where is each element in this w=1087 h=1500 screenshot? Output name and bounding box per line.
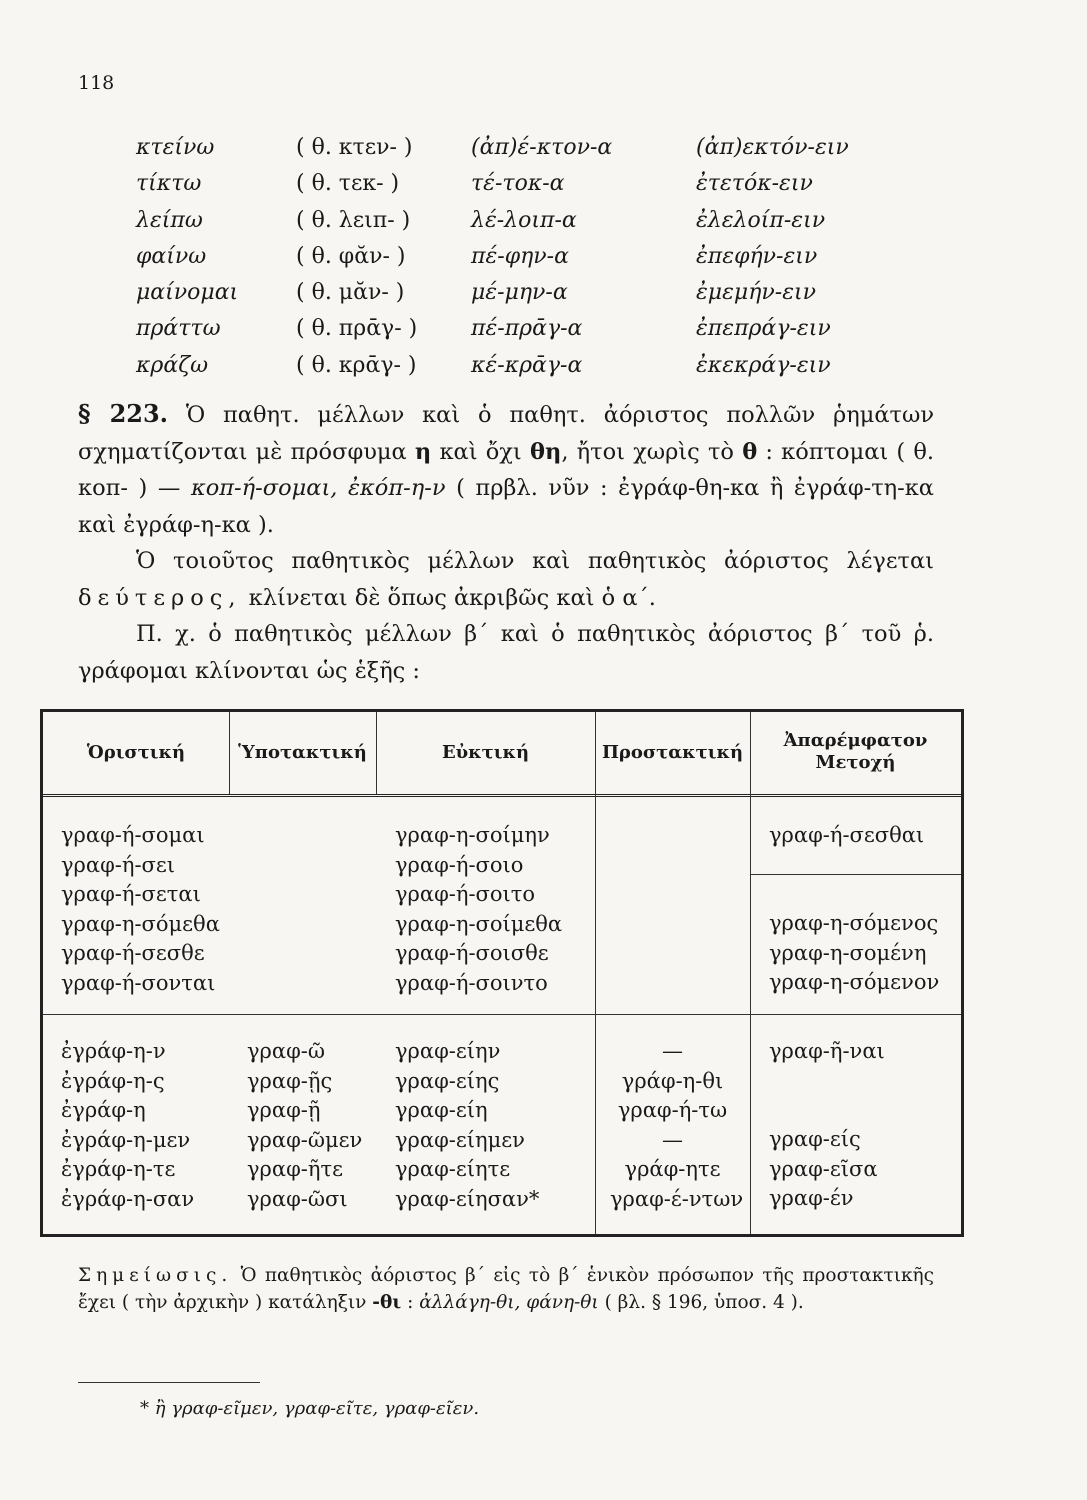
- table-cell: γραφ-η-σόμενον: [769, 970, 940, 994]
- verb-stem: ( θ. πρᾱγ- ): [296, 316, 418, 342]
- section-text: η: [414, 438, 432, 465]
- table-cell: γραφ-ῇ: [247, 1098, 321, 1122]
- table-cell: ἐγράφ-η-τε: [61, 1157, 176, 1181]
- table-cell: γραφ-η-σοίμην: [395, 823, 550, 847]
- verb-pluperfect: ἐκεκράγ-ειν: [696, 352, 831, 378]
- verb-stem: ( θ. λειπ- ): [296, 207, 411, 233]
- aorist-subjunctive: [247, 1037, 362, 1214]
- section-text: θ: [742, 438, 758, 465]
- table-cell: γραφ-ῇς: [247, 1068, 333, 1093]
- aorist-imperative: [610, 1037, 744, 1214]
- verb-form: πράττω: [136, 316, 221, 342]
- table-cell: γραφ-ή-σονται: [61, 970, 216, 995]
- header-infinitive: Ἀπαρέμφατον: [783, 730, 928, 751]
- section-text: ( πρβλ. νῦν : ἐγράφ-θη-κα ἢ ἐγράφ-τη-κα καὶ ἐγράφ-η-κα ).: [78, 475, 934, 538]
- table-cell: γραφ-η-σόμενος: [769, 911, 939, 935]
- future-optative: [395, 821, 562, 998]
- page-number: 118: [78, 72, 115, 94]
- table-cell: γραφ-η-σομένη: [769, 940, 927, 965]
- table-cell: γραφ-είην: [395, 1039, 501, 1063]
- table-cell: ἐγράφ-η-ς: [61, 1068, 165, 1093]
- verb-form: κτείνω: [136, 135, 215, 160]
- note-examples: ἀλλάγη-θι, φάνη-θι: [419, 1292, 599, 1313]
- note-text: Ὁ παθητικὸς ἀόριστος β΄ εἰς τὸ β΄ ἑνικὸν πρόσωπον τῆς προστακτικῆς ἔχει ( τὴν ἀρχικὴν ) κατάληξιν: [78, 1265, 934, 1313]
- section-text: κοπ-ή-σομαι, ἐκόπ-η-ν: [190, 475, 446, 501]
- aorist-infinitive: γραφ-ῆ-ναι: [769, 1039, 885, 1063]
- verb-stem: ( θ. φᾰν- ): [296, 243, 406, 269]
- section-text: καὶ ὄχι: [439, 438, 522, 465]
- verb-pluperfect: ἐμεμήν-ειν: [696, 280, 817, 306]
- aorist-indicative: [61, 1037, 194, 1214]
- table-cell: γραφ-είησαν*: [395, 1186, 540, 1211]
- table-cell: γραφ-ή-σοιτο: [395, 882, 536, 906]
- table-cell: ἐγράφ-η-σαν: [61, 1186, 195, 1211]
- verb-pluperfect: ἐτετόκ-ειν: [696, 171, 813, 197]
- section-text: θη: [529, 438, 562, 465]
- section-text: Ὁ τοιοῦτος παθητικὸς μέλλων καὶ παθητικὸς ἀόριστος λέγεται: [136, 548, 934, 574]
- table-cell: —: [662, 1039, 683, 1063]
- header-participle: Μετοχή: [815, 752, 896, 773]
- footnote-rule: [78, 1382, 260, 1383]
- table-cell: γραφ-ή-τω: [617, 1098, 728, 1122]
- table-cell: γραφ-η-σοίμεθα: [395, 911, 563, 936]
- future-infinitive: γραφ-ή-σεσθαι: [769, 823, 925, 847]
- note-ending: -θι: [372, 1292, 402, 1313]
- verb-stem: ( θ. κτεν- ): [296, 135, 413, 160]
- note-label: Σημείωσις.: [78, 1265, 233, 1286]
- table-cell: γραφ-ή-σομαι: [61, 823, 205, 847]
- verb-perfect: (ἀπ)έ-κτον-α: [471, 135, 613, 160]
- table-cell: ἐγράφ-η: [61, 1098, 146, 1122]
- verb-pluperfect: ἐπεπράγ-ειν: [696, 316, 831, 342]
- verb-form: τίκτω: [136, 171, 202, 197]
- verb-perfect: πέ-πρᾱγ-α: [471, 316, 583, 342]
- table-cell: γραφ-ῶμεν: [247, 1127, 363, 1152]
- verb-form: λείπω: [136, 207, 203, 233]
- footnote: * ἢ γραφ-εῖμεν, γραφ-εῖτε, γραφ-εῖεν.: [140, 1398, 480, 1419]
- table-cell: ἐγράφ-η-μεν: [61, 1127, 191, 1152]
- aorist-participles: [769, 1125, 878, 1214]
- verb-form: μαίνομαι: [136, 280, 239, 306]
- table-cell: γραφ-είης: [395, 1068, 500, 1093]
- table-cell: γραφ-είς: [769, 1127, 861, 1151]
- table-cell: γραφ-η-σόμεθα: [61, 911, 220, 936]
- verb-perfect: μέ-μην-α: [471, 280, 568, 306]
- table-cell: —: [662, 1127, 683, 1152]
- table-cell: γραφ-είη: [395, 1098, 488, 1122]
- table-cell: γραφ-ῶσι: [247, 1186, 348, 1211]
- verb-pluperfect: ἐπεφήν-ειν: [696, 243, 818, 269]
- verb-form: κράζω: [136, 352, 209, 378]
- verb-perfect: πέ-φην-α: [471, 243, 569, 269]
- table-cell: γραφ-ῆτε: [247, 1157, 343, 1181]
- table-cell: γράφ-η-θι: [621, 1068, 724, 1093]
- header-indicative: Ὁριστική: [86, 742, 186, 763]
- verb-stem: ( θ. κρᾱγ- ): [296, 352, 417, 378]
- table-cell: γραφ-ή-σει: [61, 852, 176, 877]
- future-participles: [769, 909, 939, 998]
- verb-pluperfect: (ἀπ)εκτόν-ειν: [696, 135, 849, 160]
- section-text: , ἤτοι χωρὶς τὸ: [561, 438, 734, 465]
- header-infinitive-participle: [750, 730, 961, 774]
- table-cell: γραφ-έν: [769, 1186, 854, 1210]
- section-text: Ὁ παθητ. μέλλων καὶ ὁ παθητ. ἀόριστος πολλῶν ῥημάτων σχηματίζονται μὲ πρόσφυμα: [78, 402, 935, 465]
- note: [78, 1262, 934, 1316]
- table-cell: ἐγράφ-η-ν: [61, 1039, 166, 1063]
- verb-stem: ( θ. μᾰν- ): [296, 280, 405, 306]
- table-cell: γραφ-ή-σεται: [61, 882, 201, 906]
- section-text: Π. χ. ὁ παθητικὸς μέλλων β΄ καὶ ὁ παθητικὸς ἀόριστος β΄ τοῦ ῥ. γράφομαι κλίνονται ὡς ἑξῆς :: [78, 621, 934, 684]
- table-cell: γραφ-έ-ντων: [610, 1186, 744, 1211]
- table-cell: γράφ-ητε: [624, 1157, 721, 1181]
- table-cell: γραφ-είητε: [395, 1157, 511, 1181]
- verb-perfect: κέ-κρᾱγ-α: [471, 352, 583, 378]
- header-imperative: Προστακτική: [601, 742, 744, 763]
- table-cell: γραφ-ή-σοιντο: [395, 970, 548, 995]
- verb-stem: ( θ. τεκ- ): [296, 171, 400, 197]
- verb-perfect: τέ-τοκ-α: [471, 171, 565, 197]
- section-223: [78, 396, 934, 689]
- verb-form: φαίνω: [136, 243, 207, 269]
- future-indicative: [61, 821, 220, 998]
- table-cell: γραφ-είημεν: [395, 1127, 525, 1152]
- table-cell: γραφ-ῶ: [247, 1039, 326, 1063]
- header-optative: Εὐκτική: [441, 742, 530, 763]
- note-text: :: [407, 1292, 414, 1313]
- verb-perfect: λέ-λοιπ-α: [471, 207, 577, 233]
- table-cell: γραφ-ή-σοιο: [395, 852, 524, 877]
- header-subjunctive: Ὑποτακτική: [238, 742, 367, 763]
- verb-pluperfect: ἐλελοίπ-ειν: [696, 207, 826, 233]
- table-cell: γραφ-ή-σοισθε: [395, 941, 549, 965]
- aorist-optative: [395, 1037, 539, 1214]
- table-cell: γραφ-εῖσα: [769, 1156, 878, 1181]
- conjugation-table: [40, 709, 964, 1237]
- term-deuteros: δεύτερος,: [78, 584, 242, 611]
- section-text: : κόπτομαι ( θ. κοπ- ) —: [78, 438, 935, 501]
- table-cell: γραφ-ή-σεσθε: [61, 941, 205, 965]
- note-text: ( βλ. § 196, ὑποσ. 4 ).: [604, 1292, 804, 1313]
- section-text: κλίνεται δὲ ὅπως ἀκριβῶς καὶ ὁ α΄.: [248, 584, 656, 611]
- section-number: § 223.: [78, 399, 169, 428]
